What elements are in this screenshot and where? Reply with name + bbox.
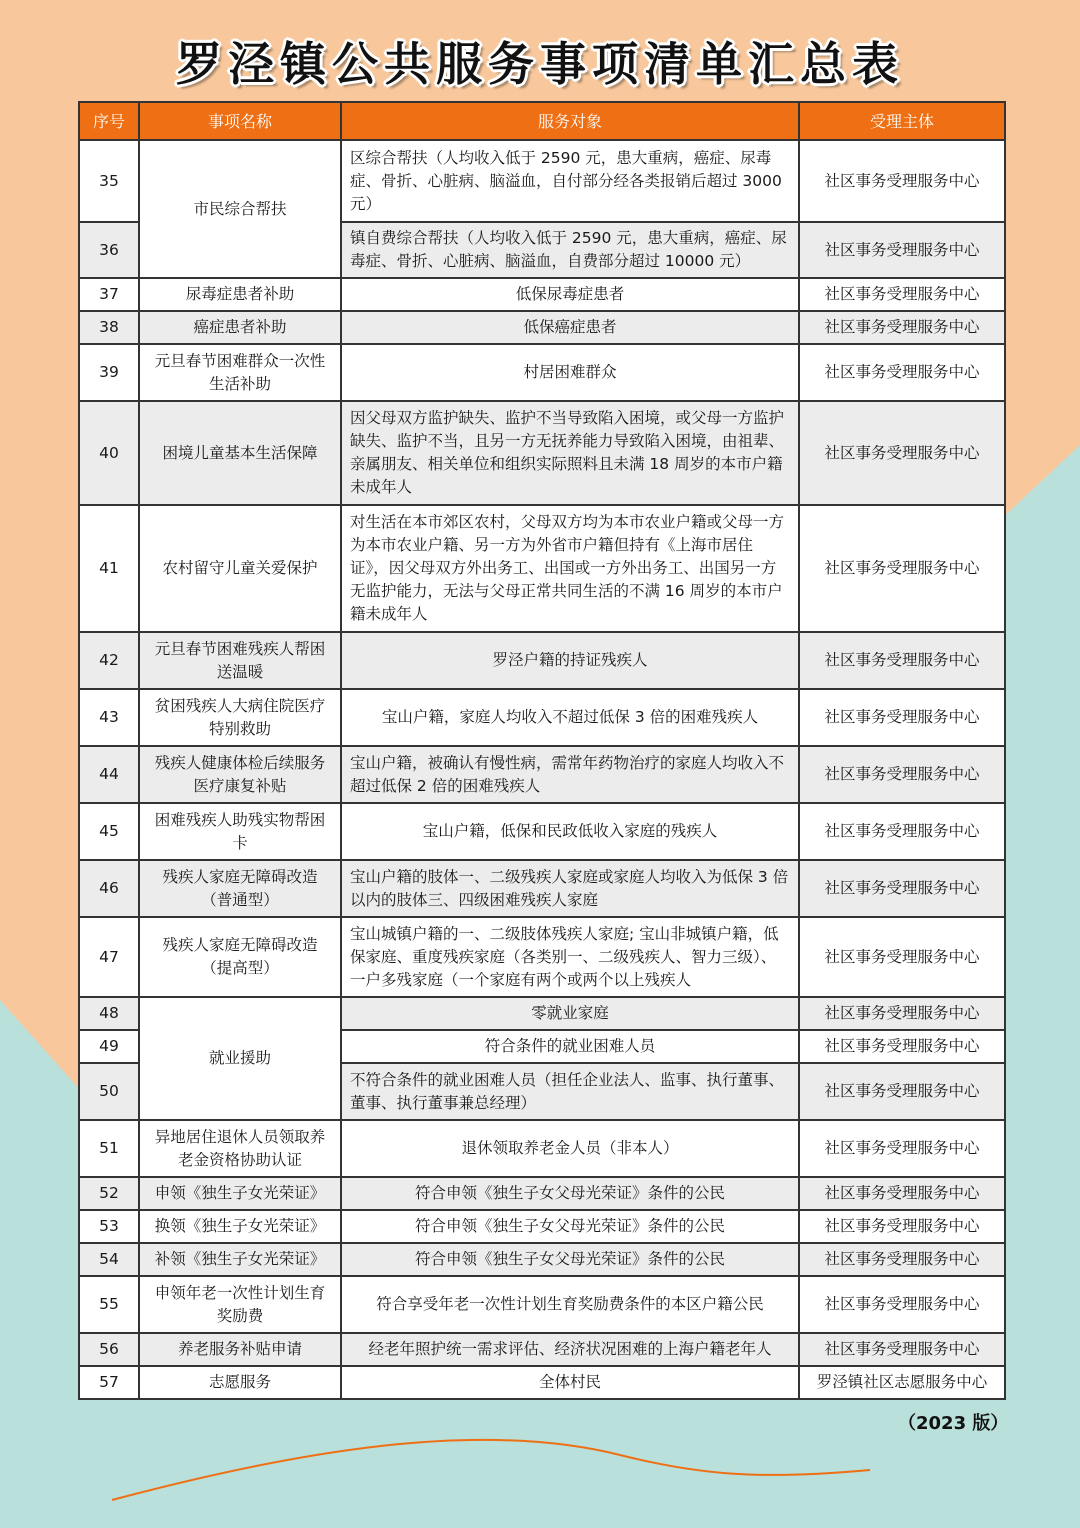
row-no: 57 <box>79 1366 139 1399</box>
table-row <box>79 505 1005 632</box>
row-no: 48 <box>79 997 139 1030</box>
row-agency: 社区事务受理服务中心 <box>799 1030 1005 1063</box>
row-no: 55 <box>79 1276 139 1333</box>
row-item: 市民综合帮扶 <box>139 140 341 278</box>
table-row <box>79 917 1005 997</box>
row-target: 符合申领《独生子女父母光荣证》条件的公民 <box>341 1177 799 1210</box>
table-row <box>79 311 1005 344</box>
table-row <box>79 997 1005 1030</box>
row-agency: 社区事务受理服务中心 <box>799 140 1005 222</box>
row-target: 宝山城镇户籍的一、二级肢体残疾人家庭; 宝山非城镇户籍，低保家庭、重度残疾家庭（各类别一、二级残疾人、智力三级）、一户多残家庭（一个家庭有两个或两个以上残疾人 <box>341 917 799 997</box>
row-agency: 罗泾镇社区志愿服务中心 <box>799 1366 1005 1399</box>
edition-label: （2023 版） <box>898 1413 1009 1434</box>
row-agency: 社区事务受理服务中心 <box>799 997 1005 1030</box>
row-agency: 社区事务受理服务中心 <box>799 401 1005 505</box>
row-agency: 社区事务受理服务中心 <box>799 803 1005 860</box>
table-row <box>79 803 1005 860</box>
row-target: 退休领取养老金人员（非本人） <box>341 1120 799 1177</box>
row-no: 49 <box>79 1030 139 1063</box>
row-target: 低保尿毒症患者 <box>341 278 799 311</box>
row-item: 申领年老一次性计划生育奖励费 <box>139 1276 341 1333</box>
table-row <box>79 1243 1005 1276</box>
row-target: 对生活在本市郊区农村，父母双方均为本市农业户籍或父母一方为本市农业户籍、另一方为外省市户籍但持有《上海市居住证》，因父母双方外出务工、出国或一方外出务工、出国另一方无监护能力，无法与父母正常共同生活的不满 16 周岁的本市户籍未成年人 <box>341 505 799 632</box>
row-item: 补领《独生子女光荣证》 <box>139 1243 341 1276</box>
row-agency: 社区事务受理服务中心 <box>799 1063 1005 1120</box>
row-item: 异地居住退休人员领取养老金资格协助认证 <box>139 1120 341 1177</box>
table-row <box>79 1333 1005 1366</box>
row-agency: 社区事务受理服务中心 <box>799 1333 1005 1366</box>
row-item: 农村留守儿童关爱保护 <box>139 505 341 632</box>
row-target: 全体村民 <box>341 1366 799 1399</box>
row-item: 就业援助 <box>139 997 341 1120</box>
row-target: 零就业家庭 <box>341 997 799 1030</box>
table-row <box>79 140 1005 222</box>
row-target: 符合申领《独生子女父母光荣证》条件的公民 <box>341 1210 799 1243</box>
row-target: 符合申领《独生子女父母光荣证》条件的公民 <box>341 1243 799 1276</box>
row-no: 47 <box>79 917 139 997</box>
row-agency: 社区事务受理服务中心 <box>799 746 1005 803</box>
row-no: 42 <box>79 632 139 689</box>
row-target: 宝山户籍，低保和民政低收入家庭的残疾人 <box>341 803 799 860</box>
row-agency: 社区事务受理服务中心 <box>799 1243 1005 1276</box>
row-item: 尿毒症患者补助 <box>139 278 341 311</box>
table-row <box>79 632 1005 689</box>
table-row <box>79 344 1005 401</box>
row-no: 51 <box>79 1120 139 1177</box>
table-row <box>79 860 1005 917</box>
table-row <box>79 1366 1005 1399</box>
row-item: 志愿服务 <box>139 1366 341 1399</box>
header-item: 事项名称 <box>139 102 341 140</box>
row-no: 45 <box>79 803 139 860</box>
row-agency: 社区事务受理服务中心 <box>799 860 1005 917</box>
row-agency: 社区事务受理服务中心 <box>799 632 1005 689</box>
row-no: 36 <box>79 222 139 278</box>
table-row <box>79 1276 1005 1333</box>
row-target: 不符合条件的就业困难人员（担任企业法人、监事、执行董事、董事、执行董事兼总经理） <box>341 1063 799 1120</box>
row-agency: 社区事务受理服务中心 <box>799 344 1005 401</box>
row-target: 宝山户籍的肢体一、二级残疾人家庭或家庭人均收入为低保 3 倍以内的肢体三、四级困难残疾人家庭 <box>341 860 799 917</box>
row-no: 35 <box>79 140 139 222</box>
row-no: 52 <box>79 1177 139 1210</box>
row-no: 50 <box>79 1063 139 1120</box>
row-agency: 社区事务受理服务中心 <box>799 1210 1005 1243</box>
row-item: 困境儿童基本生活保障 <box>139 401 341 505</box>
row-item: 养老服务补贴申请 <box>139 1333 341 1366</box>
table-row <box>79 1210 1005 1243</box>
row-target: 罗泾户籍的持证残疾人 <box>341 632 799 689</box>
row-target: 因父母双方监护缺失、监护不当导致陷入困境，或父母一方监护缺失、监护不当，且另一方无抚养能力导致陷入困境，由祖辈、亲属朋友、相关单位和组织实际照料且未满 18 周岁的本市户籍未成年人 <box>341 401 799 505</box>
row-target: 村居困难群众 <box>341 344 799 401</box>
row-agency: 社区事务受理服务中心 <box>799 1120 1005 1177</box>
row-item: 元旦春节困难群众一次性生活补助 <box>139 344 341 401</box>
row-item: 元旦春节困难残疾人帮困送温暖 <box>139 632 341 689</box>
row-no: 46 <box>79 860 139 917</box>
row-item: 困难残疾人助残实物帮困卡 <box>139 803 341 860</box>
row-target: 符合享受年老一次性计划生育奖励费条件的本区户籍公民 <box>341 1276 799 1333</box>
row-item: 残疾人家庭无障碍改造（提高型） <box>139 917 341 997</box>
services-table <box>78 101 1006 1400</box>
table-row <box>79 401 1005 505</box>
header-target: 服务对象 <box>341 102 799 140</box>
row-agency: 社区事务受理服务中心 <box>799 505 1005 632</box>
row-item: 贫困残疾人大病住院医疗特别救助 <box>139 689 341 746</box>
row-item: 换领《独生子女光荣证》 <box>139 1210 341 1243</box>
row-item: 癌症患者补助 <box>139 311 341 344</box>
row-no: 54 <box>79 1243 139 1276</box>
row-target: 符合条件的就业困难人员 <box>341 1030 799 1063</box>
row-agency: 社区事务受理服务中心 <box>799 222 1005 278</box>
row-no: 39 <box>79 344 139 401</box>
row-target: 宝山户籍，被确认有慢性病，需常年药物治疗的家庭人均收入不超过低保 2 倍的困难残疾人 <box>341 746 799 803</box>
row-agency: 社区事务受理服务中心 <box>799 1177 1005 1210</box>
row-target: 镇自费综合帮扶（人均收入低于 2590 元，患大重病，癌症、尿毒症、骨折、心脏病、脑溢血，自费部分超过 10000 元） <box>341 222 799 278</box>
table-row <box>79 1177 1005 1210</box>
table-row <box>79 1120 1005 1177</box>
row-no: 53 <box>79 1210 139 1243</box>
row-target: 低保癌症患者 <box>341 311 799 344</box>
row-agency: 社区事务受理服务中心 <box>799 689 1005 746</box>
page-title: 罗泾镇公共服务事项清单汇总表 <box>176 37 904 91</box>
row-target: 经老年照护统一需求评估、经济状况困难的上海户籍老年人 <box>341 1333 799 1366</box>
row-no: 41 <box>79 505 139 632</box>
row-no: 44 <box>79 746 139 803</box>
row-no: 37 <box>79 278 139 311</box>
row-no: 56 <box>79 1333 139 1366</box>
table-row <box>79 689 1005 746</box>
row-agency: 社区事务受理服务中心 <box>799 1276 1005 1333</box>
header-agency: 受理主体 <box>799 102 1005 140</box>
row-no: 40 <box>79 401 139 505</box>
table-header-row <box>79 102 1005 140</box>
row-agency: 社区事务受理服务中心 <box>799 917 1005 997</box>
row-item: 残疾人家庭无障碍改造（普通型） <box>139 860 341 917</box>
row-item: 残疾人健康体检后续服务医疗康复补贴 <box>139 746 341 803</box>
row-no: 38 <box>79 311 139 344</box>
table-row <box>79 278 1005 311</box>
header-no: 序号 <box>79 102 139 140</box>
row-target: 区综合帮扶（人均收入低于 2590 元，患大重病，癌症、尿毒症、骨折、心脏病、脑溢血，自付部分经各类报销后超过 3000 元） <box>341 140 799 222</box>
row-agency: 社区事务受理服务中心 <box>799 311 1005 344</box>
row-item: 申领《独生子女光荣证》 <box>139 1177 341 1210</box>
row-target: 宝山户籍，家庭人均收入不超过低保 3 倍的困难残疾人 <box>341 689 799 746</box>
row-no: 43 <box>79 689 139 746</box>
teal-shape-bottom <box>0 1380 1080 1528</box>
table-row <box>79 746 1005 803</box>
row-agency: 社区事务受理服务中心 <box>799 278 1005 311</box>
